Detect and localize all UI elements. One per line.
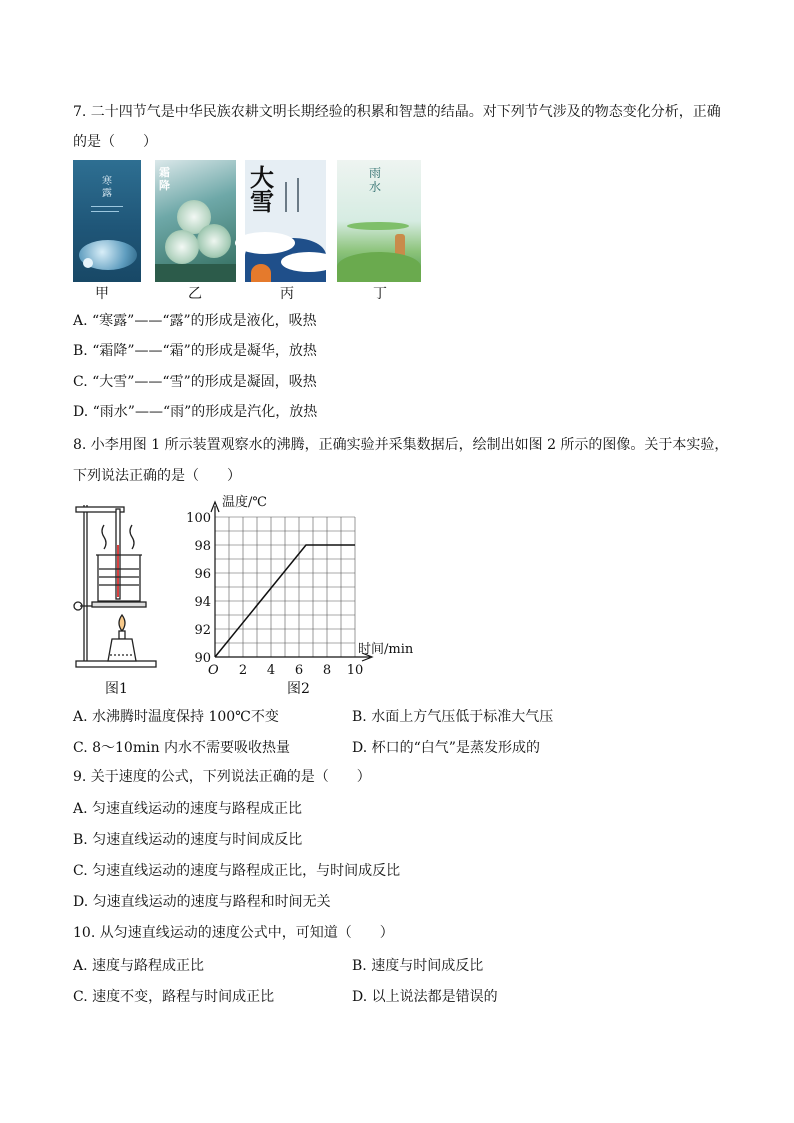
q8-option-c: C. 8～10min 内水不需要吸收热量 — [73, 740, 291, 756]
caption-ding: 丁 — [373, 286, 387, 302]
q7-option-c: C. “大雪”——“雪”的形成是凝固，吸热 — [73, 374, 317, 390]
q10-option-c: C. 速度不变，路程与时间成正比 — [73, 989, 275, 1005]
q8-stem-line2: 下列说法正确的是（ ） — [73, 468, 241, 484]
q7-option-d: D. “雨水”——“雨”的形成是汽化，放热 — [73, 404, 318, 420]
chart-ylabel: 温度/℃ — [222, 495, 267, 510]
image-rain-water — [337, 160, 421, 282]
image-heavy-snow — [245, 160, 326, 282]
x-tick-label: 10 — [346, 663, 364, 678]
cold-dew-title: 寒 露 — [102, 176, 112, 199]
y-tick-label: 100 — [186, 511, 211, 526]
q7-option-b: B. “霜降”——“霜”的形成是凝华，放热 — [73, 343, 317, 359]
q9-option-a: A. 匀速直线运动的速度与路程成正比 — [73, 801, 303, 817]
image-frost — [155, 160, 236, 282]
frost-title: 霜 降 — [159, 166, 170, 192]
figure2-caption: 图2 — [287, 681, 310, 697]
y-tick-label: 96 — [194, 567, 211, 582]
q10-option-a: A. 速度与路程成正比 — [73, 958, 205, 974]
chart-origin-label: O — [208, 663, 219, 678]
figure2-chart — [186, 492, 430, 678]
x-tick-label: 4 — [266, 663, 276, 678]
q9-option-d: D. 匀速直线运动的速度与路程和时间无关 — [73, 894, 331, 910]
y-tick-label: 94 — [194, 595, 211, 610]
q9-stem: 9. 关于速度的公式，下列说法正确的是（ ） — [73, 769, 371, 785]
x-tick-label: 6 — [294, 663, 304, 678]
caption-bing: 丙 — [280, 286, 294, 302]
y-tick-label: 90 — [194, 651, 211, 666]
q9-option-b: B. 匀速直线运动的速度与时间成反比 — [73, 832, 303, 848]
q9-option-c: C. 匀速直线运动的速度与路程成正比，与时间成反比 — [73, 863, 401, 879]
q7-option-a: A. “寒露”——“露”的形成是液化，吸热 — [73, 313, 317, 329]
q8-option-d: D. 杯口的“白气”是蒸发形成的 — [352, 740, 540, 756]
q10-stem: 10. 从匀速直线运动的速度公式中，可知道（ ） — [73, 925, 394, 941]
heavy-snow-title: 大 雪 — [250, 163, 274, 216]
q10-option-b: B. 速度与时间成反比 — [352, 958, 484, 974]
y-tick-label: 98 — [194, 539, 211, 554]
x-tick-label: 2 — [238, 663, 248, 678]
q7-stem-line2: 的是（ ） — [73, 134, 157, 150]
x-tick-label: 8 — [322, 663, 332, 678]
q7-stem-line1: 7. 二十四节气是中华民族农耕文明长期经验的积累和智慧的结晶。对下列节气涉及的物态变化分析，正确 — [73, 104, 721, 120]
q10-option-d: D. 以上说法都是错误的 — [352, 989, 498, 1005]
figure1-apparatus — [70, 497, 162, 672]
q8-option-a: A. 水沸腾时温度保持 100℃不变 — [73, 709, 279, 725]
y-tick-label: 92 — [194, 623, 211, 638]
image-cold-dew — [73, 160, 141, 282]
q8-option-b: B. 水面上方气压低于标准大气压 — [352, 709, 554, 725]
q8-stem-line1: 8. 小李用图 1 所示装置观察水的沸腾，正确实验并采集数据后，绘制出如图 2 所示的图像。关于本实验， — [73, 437, 729, 453]
figure1-caption: 图1 — [105, 681, 128, 697]
caption-yi: 乙 — [188, 286, 202, 302]
caption-jia: 甲 — [95, 286, 109, 302]
rain-water-title: 雨 水 — [369, 166, 382, 194]
chart-xlabel: 时间/min — [358, 642, 414, 657]
